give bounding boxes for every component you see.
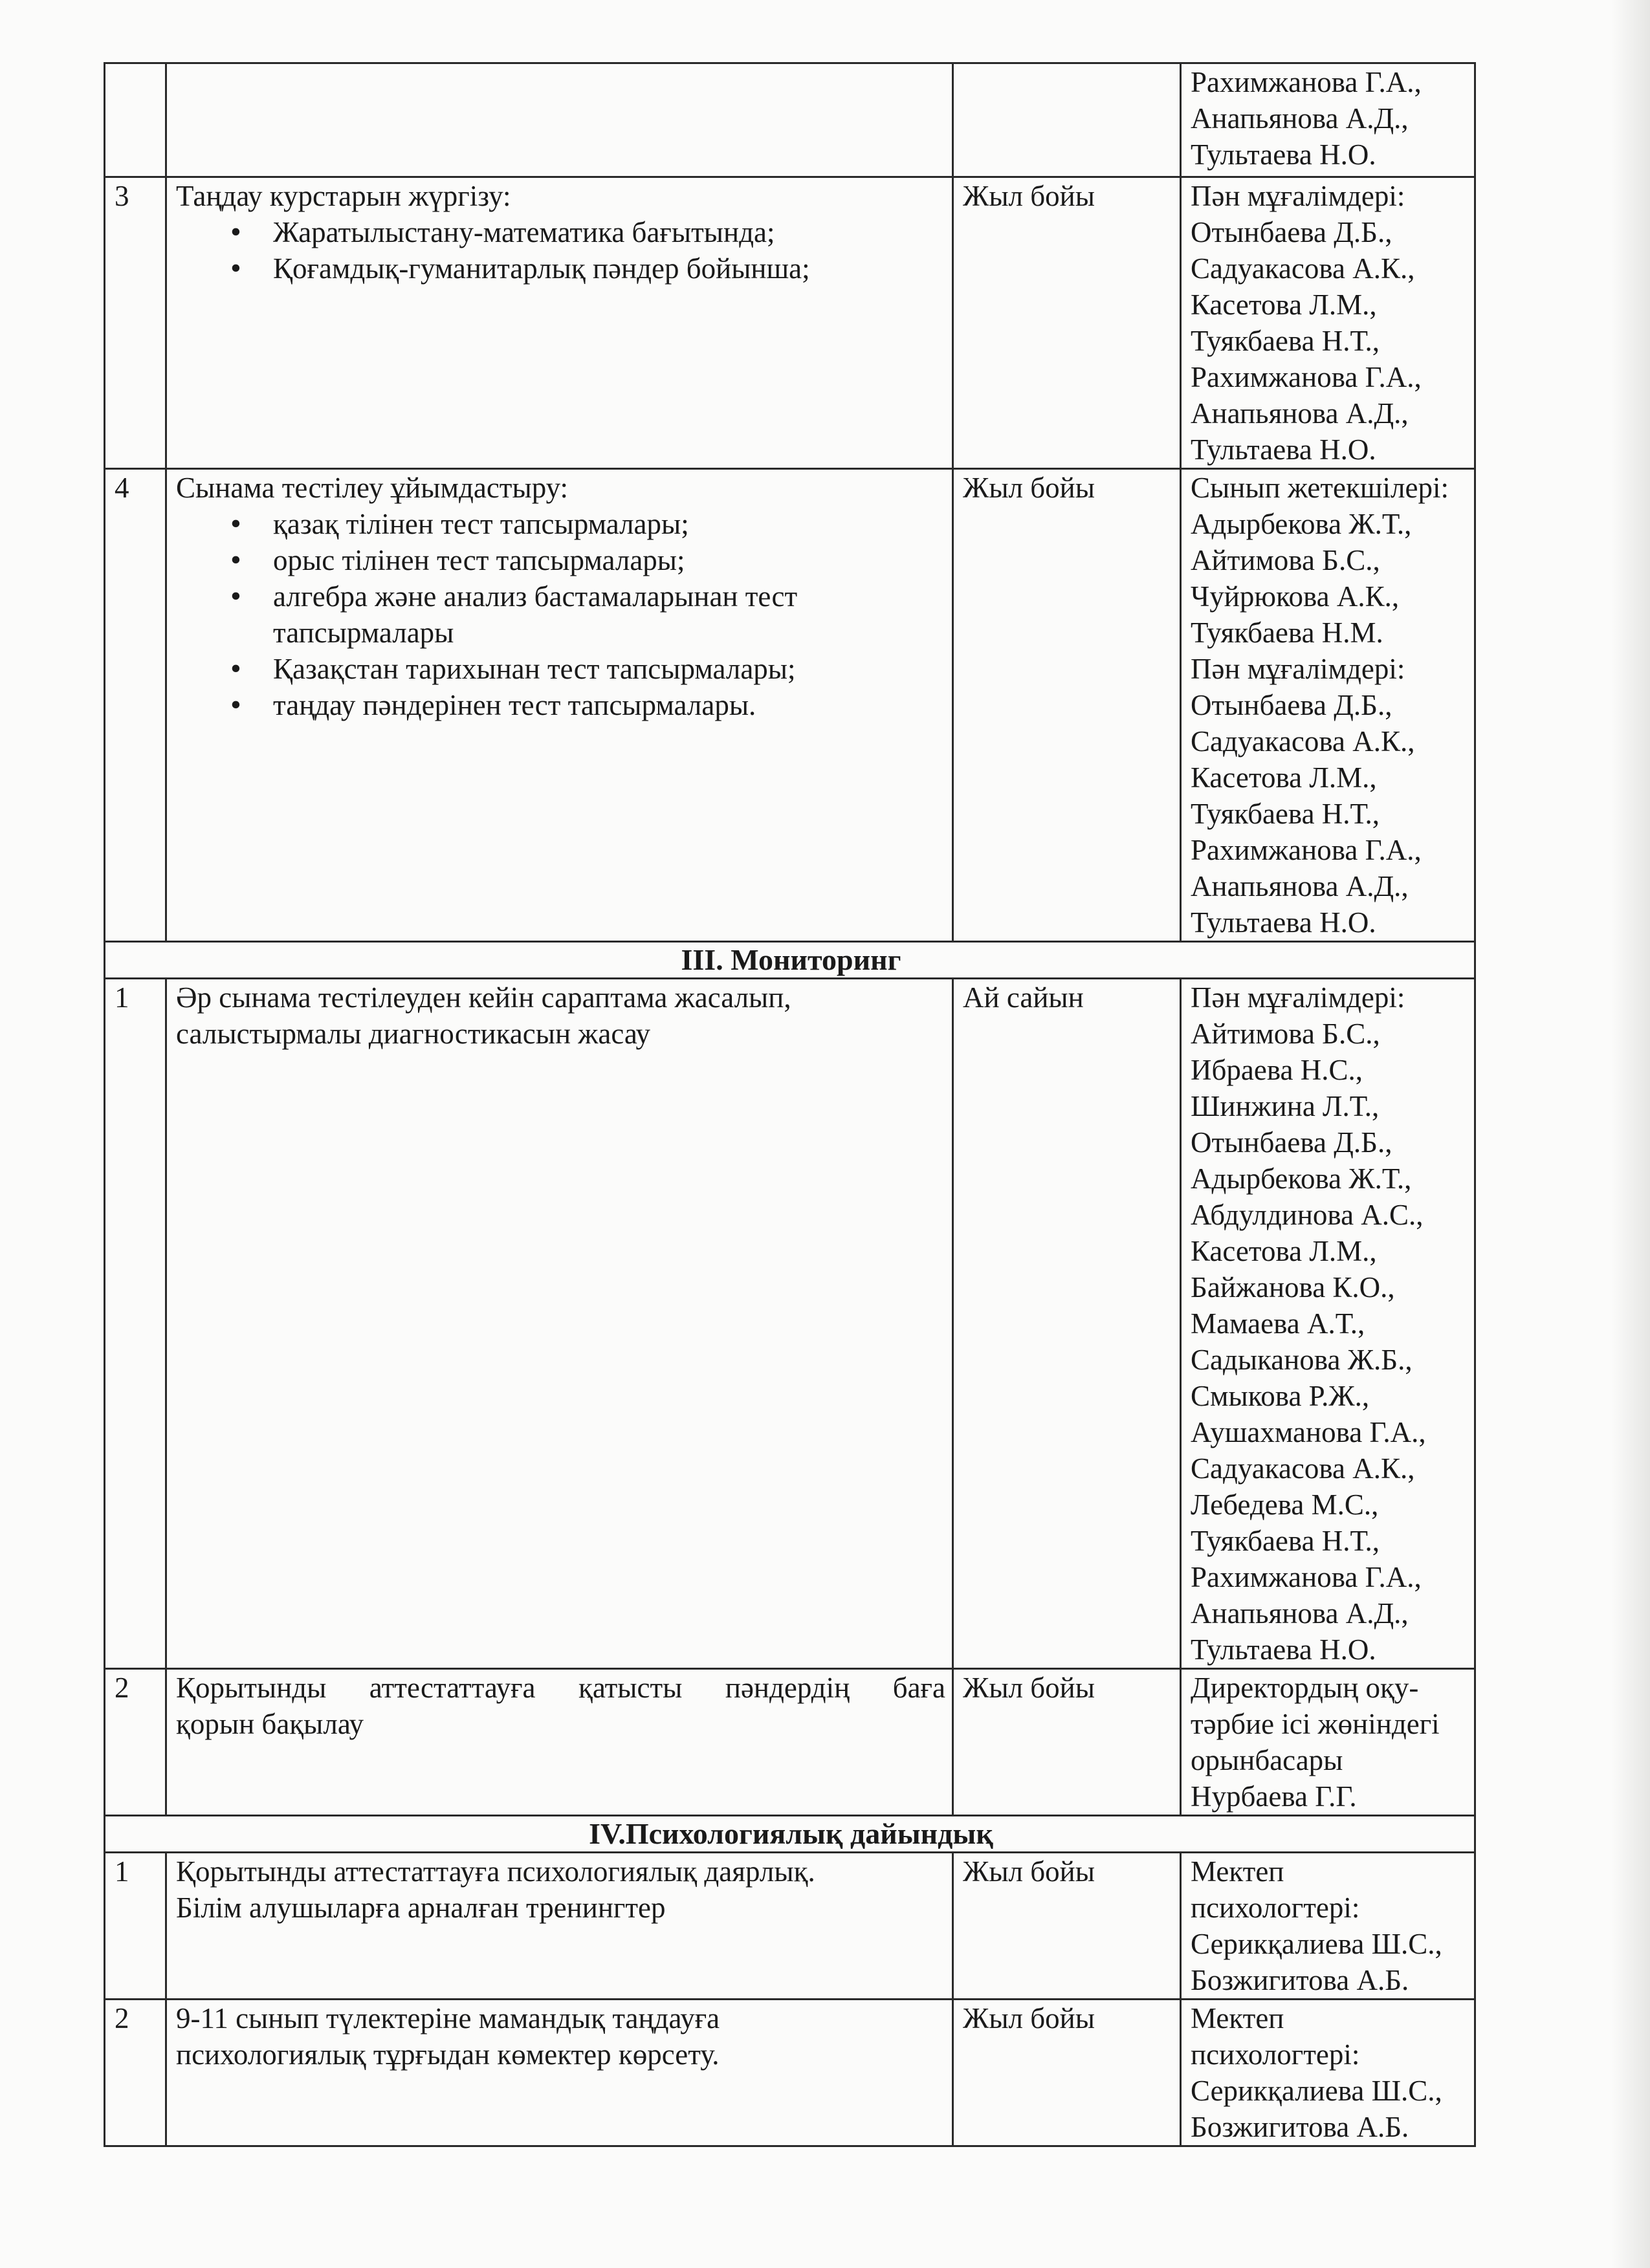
responsible-person: Смыкова Р.Ж.,: [1191, 1380, 1370, 1412]
responsible-person: Сынып жетекшілері:: [1191, 472, 1449, 504]
responsible-person: Бозжигитова А.Б.: [1191, 1964, 1409, 1996]
activity-cell: [166, 63, 953, 177]
responsible-person: Тультаева Н.О.: [1191, 1633, 1376, 1666]
responsible-person: Мамаева А.Т.,: [1191, 1307, 1365, 1340]
responsible-person: Лебедева М.С.,: [1191, 1488, 1379, 1521]
responsible-person: психологтері:: [1191, 1892, 1360, 1924]
responsible-person: Мектеп: [1191, 1855, 1284, 1888]
responsible-person: Туякбаева Н.Т.,: [1191, 798, 1380, 830]
responsible-person: Аушахманова Г.А.,: [1191, 1416, 1426, 1448]
responsible-person: Анапьянова А.Д.,: [1191, 1597, 1409, 1630]
row-number: 1: [105, 1853, 166, 2000]
table-row-trainings: [105, 1853, 1475, 2000]
responsible-person: Рахимжанова Г.А.,: [1191, 361, 1422, 393]
section-title-psychological-preparation: IV.Психологиялық дайындық: [105, 1816, 1475, 1853]
activity-bullet-list: [176, 506, 945, 723]
bullet-item: • Жаратылыстану-математика бағытында;: [230, 214, 945, 250]
responsible-person: Туякбаева Н.Т.,: [1191, 1525, 1380, 1557]
responsible-person: Садуакасова А.К.,: [1191, 1452, 1415, 1485]
responsible-person: тәрбие ісі жөніндегі: [1191, 1708, 1440, 1740]
table-row-elective-courses: [105, 177, 1475, 469]
section-header-row: [105, 1816, 1475, 1853]
activity-cell: [166, 1669, 953, 1816]
responsible-cell: [1181, 2000, 1475, 2146]
responsible-cell: [1181, 979, 1475, 1669]
responsible-person: Касетова Л.М.,: [1191, 289, 1377, 321]
activity-cell: [166, 469, 953, 942]
time-cell: Жыл бойы: [953, 177, 1181, 469]
row-number: 1: [105, 979, 166, 1669]
row-number: 3: [105, 177, 166, 469]
responsible-person: Отынбаева Д.Б.,: [1191, 1126, 1392, 1159]
activity-text: 9-11 сынып түлектеріне мамандық таңдауға: [176, 2002, 720, 2034]
responsible-cell: [1181, 1853, 1475, 2000]
table-row-continuation: [105, 63, 1475, 177]
responsible-cell: [1181, 1669, 1475, 1816]
responsible-person: Анапьянова А.Д.,: [1191, 102, 1409, 135]
responsible-person: Шинжина Л.Т.,: [1191, 1090, 1380, 1122]
responsible-person: Рахимжанова Г.А.,: [1191, 66, 1422, 98]
time-cell: Жыл бойы: [953, 1669, 1181, 1816]
activity-cell: [166, 1853, 953, 2000]
responsible-person: Пән мұғалімдері:: [1191, 180, 1405, 212]
activity-text: Әр сынама тестілеуден кейін сараптама жасалып,: [176, 981, 791, 1014]
activity-cell: [166, 177, 953, 469]
activity-text: Қорытынды аттестаттауға қатысты пәндердің баға: [176, 1672, 945, 1704]
row-number-cell: [105, 63, 166, 177]
activity-bullet-list: [176, 214, 945, 287]
responsible-person: Пән мұғалімдері:: [1191, 653, 1405, 685]
bullet-item: • таңдау пәндерінен тест тапсырмалары.: [230, 687, 945, 723]
responsible-person: Адырбекова Ж.Т.,: [1191, 1162, 1412, 1195]
responsible-person: Туякбаева Н.Т.,: [1191, 325, 1380, 357]
row-number: 4: [105, 469, 166, 942]
responsible-person: Отынбаева Д.Б.,: [1191, 689, 1392, 721]
responsible-person: Директордың оқу-: [1191, 1672, 1419, 1704]
responsible-person: Рахимжанова Г.А.,: [1191, 1561, 1422, 1593]
row-number: 2: [105, 2000, 166, 2146]
work-plan-table: [104, 62, 1476, 2147]
time-cell: Ай сайын: [953, 979, 1181, 1669]
bullet-item: • қазақ тілінен тест тапсырмалары;: [230, 506, 945, 542]
responsible-person: Тультаева Н.О.: [1191, 433, 1376, 466]
responsible-person: Анапьянова А.Д.,: [1191, 397, 1409, 430]
table-row-trial-testing: [105, 469, 1475, 942]
responsible-person: Садыканова Ж.Б.,: [1191, 1344, 1413, 1376]
section-title-monitoring: III. Мониторинг: [105, 942, 1475, 979]
responsible-person: Отынбаева Д.Б.,: [1191, 216, 1392, 248]
responsible-person: Ибраева Н.С.,: [1191, 1054, 1363, 1086]
activity-text: салыстырмалы диагностикасын жасау: [176, 1018, 651, 1050]
responsible-person: Садуакасова А.К.,: [1191, 252, 1415, 285]
activity-title: Сынама тестілеу ұйымдастыру:: [176, 472, 569, 504]
responsible-person: Пән мұғалімдері:: [1191, 981, 1405, 1014]
responsible-person: психологтері:: [1191, 2038, 1360, 2071]
time-cell: [953, 63, 1181, 177]
time-cell: Жыл бойы: [953, 1853, 1181, 2000]
responsible-person: Айтимова Б.С.,: [1191, 1018, 1380, 1050]
bullet-item: • алгебра және анализ бастамаларынан тест тапсырмалары: [230, 578, 945, 651]
row-number: 2: [105, 1669, 166, 1816]
responsible-person: Нурбаева Г.Г.: [1191, 1780, 1357, 1813]
bullet-item: • орыс тілінен тест тапсырмалары;: [230, 542, 945, 578]
bullet-item: • Қоғамдық-гуманитарлық пәндер бойынша;: [230, 250, 945, 287]
responsible-person: Садуакасова А.К.,: [1191, 725, 1415, 758]
section-header-row: [105, 942, 1475, 979]
responsible-cell: [1181, 177, 1475, 469]
responsible-person: Тультаева Н.О.: [1191, 138, 1376, 171]
activity-cell: [166, 979, 953, 1669]
responsible-person: Тультаева Н.О.: [1191, 906, 1376, 939]
responsible-person: Серикқалиева Ш.С.,: [1191, 1928, 1442, 1960]
responsible-person: Адырбекова Ж.Т.,: [1191, 508, 1412, 540]
responsible-person: Чуйрюкова А.К.,: [1191, 580, 1400, 613]
activity-title: Таңдау курстарын жүргізу:: [176, 180, 511, 212]
responsible-cell: [1181, 63, 1475, 177]
time-cell: Жыл бойы: [953, 2000, 1181, 2146]
responsible-person: Касетова Л.М.,: [1191, 761, 1377, 794]
activity-text: психологиялық тұрғыдан көмектер көрсету.: [176, 2038, 720, 2071]
activity-text: қорын бақылау: [176, 1708, 364, 1740]
activity-text: Қорытынды аттестаттауға психологиялық даярлық.: [176, 1855, 815, 1888]
table-row-career-help: [105, 2000, 1475, 2146]
table-row-analysis: [105, 979, 1475, 1669]
responsible-person: Бозжигитова А.Б.: [1191, 2111, 1409, 2143]
responsible-person: Мектеп: [1191, 2002, 1284, 2034]
responsible-person: Рахимжанова Г.А.,: [1191, 834, 1422, 866]
responsible-person: Байжанова К.О.,: [1191, 1271, 1395, 1303]
responsible-person: Серикқалиева Ш.С.,: [1191, 2075, 1442, 2107]
bullet-item: • Қазақстан тарихынан тест тапсырмалары;: [230, 651, 945, 687]
responsible-cell: [1181, 469, 1475, 942]
responsible-person: Анапьянова А.Д.,: [1191, 870, 1409, 902]
responsible-person: Абдулдинова А.С.,: [1191, 1199, 1424, 1231]
activity-cell: [166, 2000, 953, 2146]
activity-text: Білім алушыларға арналған тренингтер: [176, 1892, 666, 1924]
table-row-grade-control: [105, 1669, 1475, 1816]
responsible-person: Касетова Л.М.,: [1191, 1235, 1377, 1267]
time-cell: Жыл бойы: [953, 469, 1181, 942]
responsible-person: Айтимова Б.С.,: [1191, 544, 1380, 576]
scan-page-edge: [1611, 0, 1650, 2268]
responsible-person: орынбасары: [1191, 1744, 1343, 1776]
responsible-person: Туякбаева Н.М.: [1191, 616, 1383, 649]
